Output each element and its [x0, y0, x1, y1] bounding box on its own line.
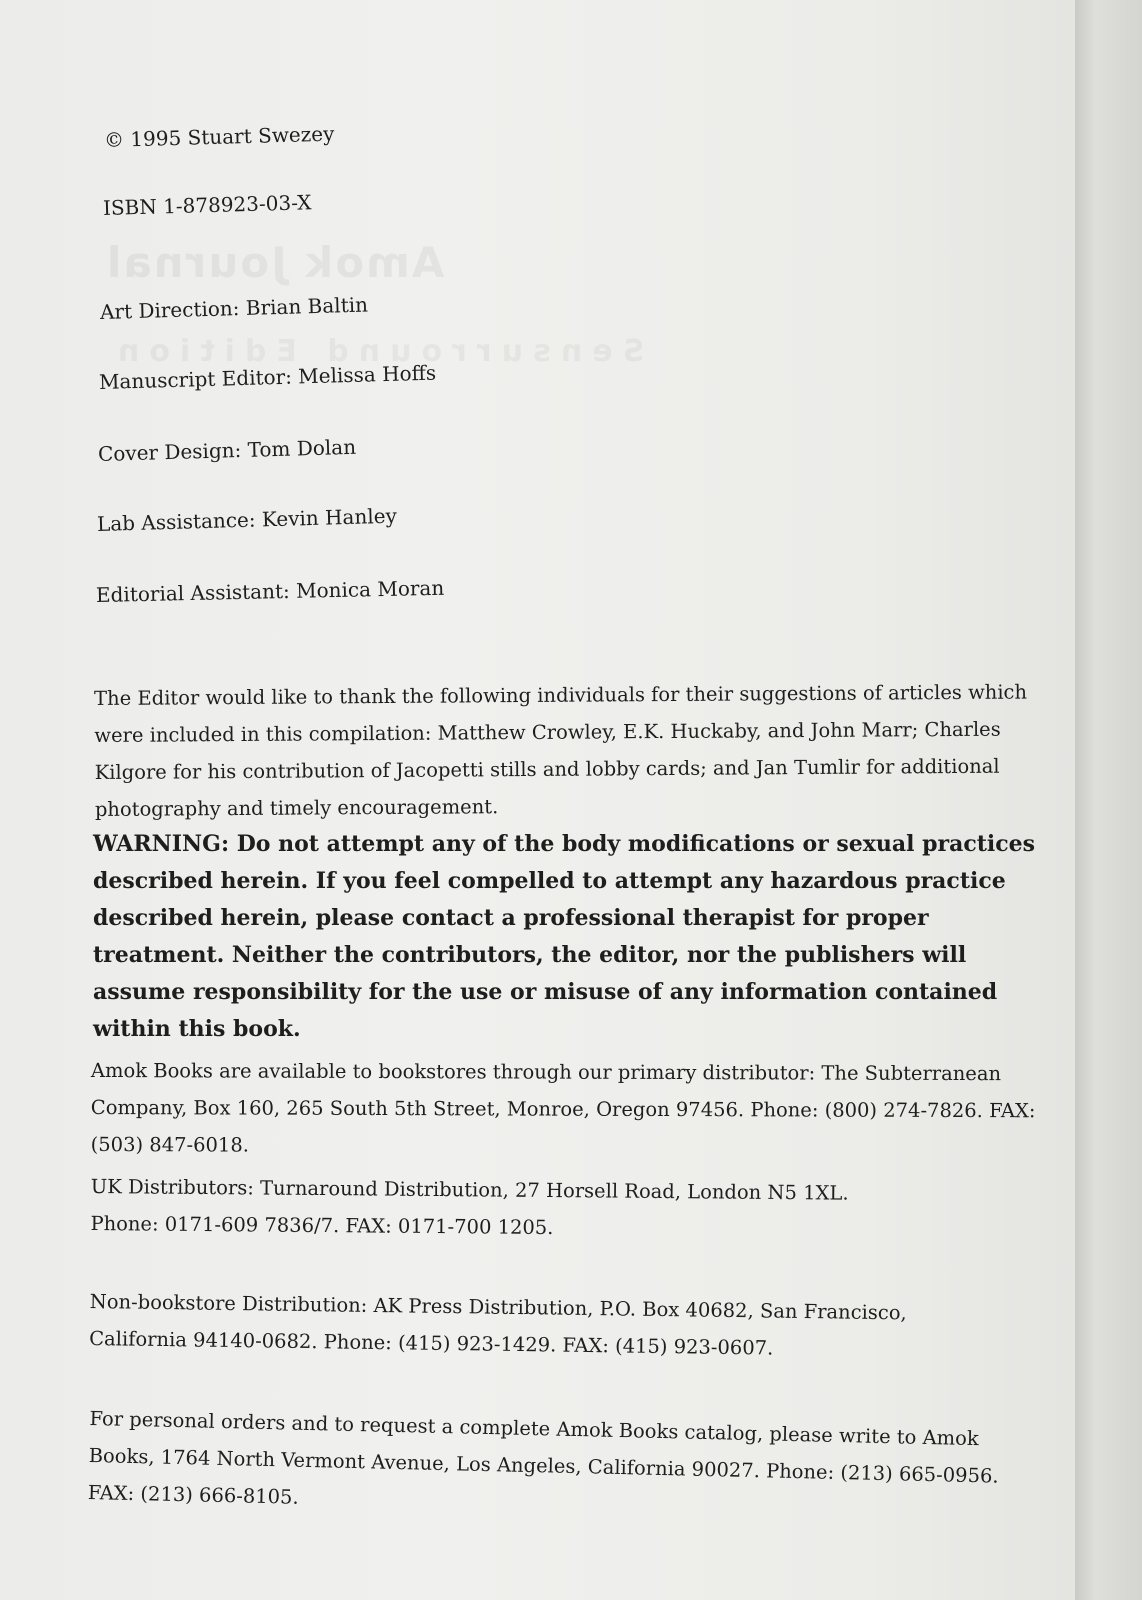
page-edge-shadow	[1075, 0, 1142, 1600]
copyright-line: © 1995 Stuart Swezey	[103, 121, 335, 152]
non-bookstore-distribution-paragraph: Non-bookstore Distribution: AK Press Distribution, P.O. Box 40682, San Francisco, California 94140-0682. Phone: (415) 923-1429. FAX: (415) 923-0607.	[89, 1289, 907, 1360]
credit-cover-design: Cover Design: Tom Dolan	[97, 434, 357, 466]
warning-paragraph: WARNING: Do not attempt any of the body modifications or sexual practices described herein. If you feel compelled to attempt any hazardous practice described herein, please contact a professional therapist for proper treatment. Neither the contributors, the editor, nor the publishers will assume responsibility for the use or misuse of any information contained within this book.	[93, 831, 1036, 1042]
isbn-line: ISBN 1-878923-03-X	[102, 190, 312, 220]
credit-lab-assistance: Lab Assistance: Kevin Hanley	[96, 503, 398, 536]
bleed-through-title: Amok Journal	[105, 238, 445, 287]
primary-distributor-paragraph: Amok Books are available to bookstores through our primary distributor: The Subterranean Company, Box 160, 265 South 5th Street, Monroe, Oregon 97456. Phone: (800) 274-7826. FAX: (503) 847-6018.	[90, 1059, 1036, 1157]
personal-orders-paragraph: For personal orders and to request a complete Amok Books catalog, please write to Amok Books, 1764 North Vermont Avenue, Los Angeles, California 90027. Phone: (213) 665-0956. FAX: (213) 666-8105.	[87, 1406, 999, 1509]
credit-manuscript-editor: Manuscript Editor: Melissa Hoffs	[98, 360, 437, 394]
uk-distributor-paragraph: UK Distributors: Turnaround Distribution, 27 Horsell Road, London N5 1XL. Phone: 0171-609 7836/7. FAX: 0171-700 1205.	[90, 1174, 849, 1240]
acknowledgement-paragraph: The Editor would like to thank the following individuals for their suggestions of articles which were included in this compilation: Matthew Crowley, E.K. Huckaby, and John Marr; Charles Kilgore for his contribution of Jacopetti stills and lobby cards; and Jan Tumlir for additional photography and timely encouragement.	[94, 680, 1028, 821]
credit-art-direction: Art Direction: Brian Baltin	[99, 292, 369, 324]
credit-editorial-assistant: Editorial Assistant: Monica Moran	[95, 575, 445, 607]
